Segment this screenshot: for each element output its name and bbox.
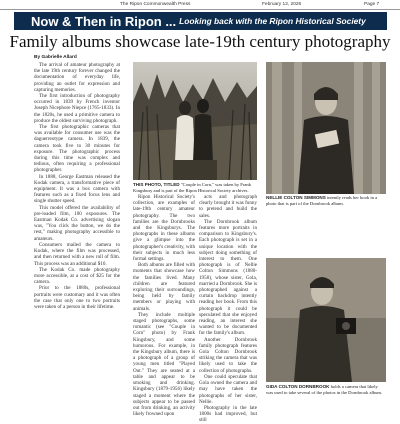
banner-subtitle: Looking back with the Ripon Historical Society xyxy=(179,16,366,26)
paragraph: Photography in the late 1800s had improved, but still xyxy=(199,404,257,424)
paragraph: The first introduction of photography occurred in 1839 by French inventor Joseph Nicephore Niepce (1765-1833). In the 1820s, he used a primitive camera to produce the oldest surviving photograph. xyxy=(34,93,120,124)
paragraph: They include multiple staged photographs, some romantic (see "Couple in Corn" photo) by Frank Kingsbury, and some humorous. For example, in the Kingsbury album, there is a photograph of a group of young men titled "Played Out." They are seated at a table and appear to be smoking and drinking. Kingsbury (1879-1956) likely staged a moment where the subjects appear to be passed out from drinking, an activity likely frowned upon xyxy=(133,311,195,418)
couple-in-corn-photo xyxy=(133,62,257,180)
article-column-2 xyxy=(133,194,195,418)
section-banner xyxy=(14,12,387,30)
paragraph: Prior to the 1880s, professional portraits were customary and it was often the case that only one to two portraits were taken of a person in their lifetime. xyxy=(34,285,120,310)
paragraph: The first photographic cameras that was available for consumer use was the daguerreotype camera. In 1839, the camera took five to 30 minutes for exposure. The photographic process during this time was complex and tedious, often requiring a professional photographer. xyxy=(34,124,120,174)
gida-photo-caption xyxy=(266,384,386,395)
caption-text: intently reads her book in a photo that is part of the Dornbrook album. xyxy=(266,195,378,206)
couple-photo-caption xyxy=(133,182,257,193)
paragraph: In 1888, George Eastman released the Kodak camera, a transformative piece of equipment. It was a box camera with features such as a fixed focus lens and single shutter speed. xyxy=(34,173,120,205)
nellie-image xyxy=(266,62,386,194)
gida-image xyxy=(266,258,386,382)
article-headline: Family albums showcase late-19th century photography xyxy=(9,32,391,51)
paragraph: Another Dornbrook family photograph features Gola Colton Dornbrook striking the camera that was likely used to take the collection of photographs. xyxy=(199,336,257,374)
article-column-3 xyxy=(199,194,257,424)
byline: By Gabrielle Allard xyxy=(34,55,77,60)
gida-photo xyxy=(266,258,386,382)
caption-lead: THIS PHOTO, TITLED xyxy=(133,182,180,187)
couple-in-corn-image xyxy=(133,62,257,180)
article-column-1 xyxy=(34,62,120,400)
publication-name: The Ripon Commonwealth Press xyxy=(120,2,191,7)
nellie-photo-caption xyxy=(266,195,386,206)
paragraph: One could speculate that Gola owned the camera and may have taken the photographs of her sister, Nellie. xyxy=(199,373,257,405)
caption-text: holds a camera that likely was used to take several of the photos in the Dornbrook album. xyxy=(266,384,383,395)
paragraph: Consumers mailed the camera to Kodak, where the film was processed, and then returned with a new roll of film. This process was an additional $10. xyxy=(34,241,120,267)
caption-lead: NELLIE COLTON SIMMONS xyxy=(266,195,326,200)
caption-lead: GIDA COLTON DORNBROOK xyxy=(266,384,330,389)
paragraph: The arrival of amateur photography at the late 19th century forever changed the documentation of everyday life, providing an outlet for expression and capturing memories. xyxy=(34,62,120,93)
caption-text: "Couple in Corn," was taken by Frank Kingsbury and is part of the Ripon Historical Society archives. xyxy=(133,182,252,193)
paragraph: acts and photograph clearly brought it was funny to pretend and build the sales. xyxy=(199,194,257,219)
paragraph: This model offered the availability of pre-loaded film, 100 exposures. The Eastman Kodak Co. advertising slogan was, "You click the button, we do the rest," making photography accessible to amateurs. xyxy=(34,204,120,242)
page-number: Page 7 xyxy=(364,2,380,7)
paragraph: The Dornbrook album features more portraits in comparison to Kingsbury's. Each photograph is set in a unique location with the subject doing something of interest to them. One photograph is of Nellie Colton Simmons (1880-1958), whose sister, Gola, married a Dornbrook. She is photographed against a curtain backdrop intently reading her book. From this photograph it could be speculated that she enjoyed reading, an interest she wanted to be documented for the family's album. xyxy=(199,218,257,337)
paragraph: The Kodak Co. made photography more accessible, at a cost of $25 for the camera. xyxy=(34,266,120,286)
page-header xyxy=(0,0,400,10)
paragraph: Ripon Historical Society's collection, are examples of late-19th century amateur photography. The two families are the Dornbrooks and the Kingsburys. The photographs in these albums give a glimpse into the photographer's creativity, with their subjects in much less formal settings. xyxy=(133,194,195,263)
paragraph: Both albums are filled with moments that showcase how the families lived. Many children are featured exploring their surroundings, being held by family members or playing with animals. xyxy=(133,262,195,312)
issue-date: February 12, 2026 xyxy=(262,2,302,7)
banner-title: Now & Then in Ripon ... xyxy=(31,13,177,29)
nellie-photo xyxy=(266,62,386,194)
